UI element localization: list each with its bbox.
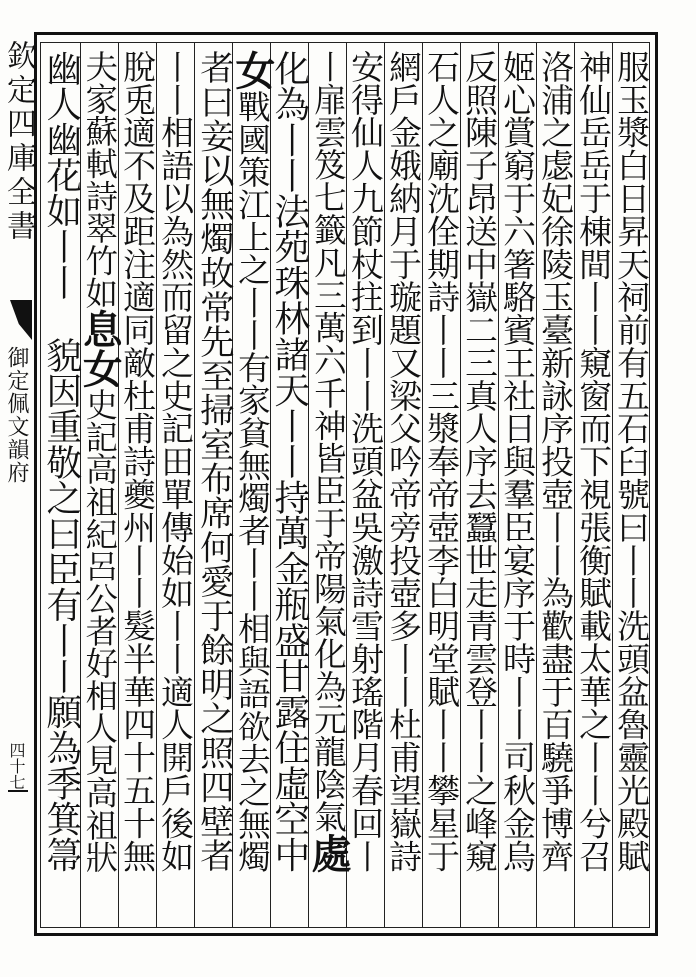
fish-tail-mark <box>10 300 32 340</box>
column-text: 丨扉雲笈七籤凡三萬六千神皆臣于帝陽氣化為元龍陰氣 <box>308 50 347 833</box>
text-column <box>419 50 463 920</box>
text-column <box>115 50 159 920</box>
text-column <box>229 50 273 920</box>
column-text: 貌因重敬之曰臣有丨丨願為季箕箒 <box>40 337 82 873</box>
text-column <box>267 50 311 920</box>
collection-title: 欽定四庫全書 <box>1 40 36 244</box>
headword: 女 <box>228 50 275 90</box>
book-title: 御定佩文韻府 <box>4 346 29 484</box>
text-column <box>77 50 121 920</box>
headword: 處 <box>304 832 351 873</box>
text-column <box>609 50 653 920</box>
text-column <box>305 50 349 920</box>
column-text: 石人之廟沈佺期詩丨丨三漿奉帝壺李白明堂賦丨丨攀星于 <box>422 50 462 873</box>
column-text: 史記高祖紀呂公者好相人見高祖狀 <box>80 387 119 873</box>
text-column <box>153 50 197 920</box>
headword: 息女 <box>76 308 123 388</box>
column-text <box>39 300 83 338</box>
text-column <box>39 50 83 920</box>
page-number-rule <box>8 790 28 792</box>
column-text: 脫兎適不及距注適同敵杜甫詩夔州丨丨髮半華四十五十無 <box>118 50 158 873</box>
column-text: 幽人幽花如丨丨 <box>40 50 82 300</box>
text-column <box>571 50 615 920</box>
column-text: 姬心賞窮于六箸駱賓王社日與羣臣宴序于時丨丨司秋金烏 <box>498 50 538 873</box>
column-text: 服玉漿白日昇天祠前有五石臼號曰丨丨洗頭盆魯靈光殿賦 <box>612 50 652 873</box>
column-text: 戰國策江上之丨丨有家貧無燭者丨丨相與語欲去之無燭 <box>232 89 271 873</box>
column-text: 洛浦之虙妃徐陵玉臺新詠序投壺丨丨為歡盡于百驍爭博齊 <box>536 50 576 873</box>
text-column <box>495 50 539 920</box>
column-text: 化為丨丨法苑珠林諸天丨丨持萬金瓶盛甘露住虛空中 <box>268 50 310 873</box>
page-number: 四十七 <box>7 742 26 790</box>
column-text: 反照陳子昂送中嶽二三真人序去蠶世走青雲登丨丨之峰窺 <box>460 50 500 873</box>
column-text: 安得仙人九節杖拄到丨丨洗頭盆吳激詩雪射瑤階月春回丨 <box>346 50 386 873</box>
column-text: 網戶金娥納月于璇題又梁父吟帝旁投壺多丨丨杜甫望嶽詩 <box>384 50 424 873</box>
text-column <box>191 50 235 920</box>
column-text: 者曰妾以無燭故常先至掃室布席何愛于餘明之照四壁者 <box>193 50 234 873</box>
column-text: 夫家蘇軾詩翠竹如 <box>80 50 119 309</box>
text-column <box>381 50 425 920</box>
text-column <box>533 50 577 920</box>
column-text: 丨丨相語以為然而留之史記田單傳始如丨丨適人開戶後如 <box>156 50 196 873</box>
left-margin <box>0 0 34 977</box>
text-column <box>457 50 501 920</box>
column-text: 神仙岳岳于棟間丨丨窺窗而下視張衡賦載太華之丨丨兮召 <box>574 50 614 873</box>
text-column <box>343 50 387 920</box>
